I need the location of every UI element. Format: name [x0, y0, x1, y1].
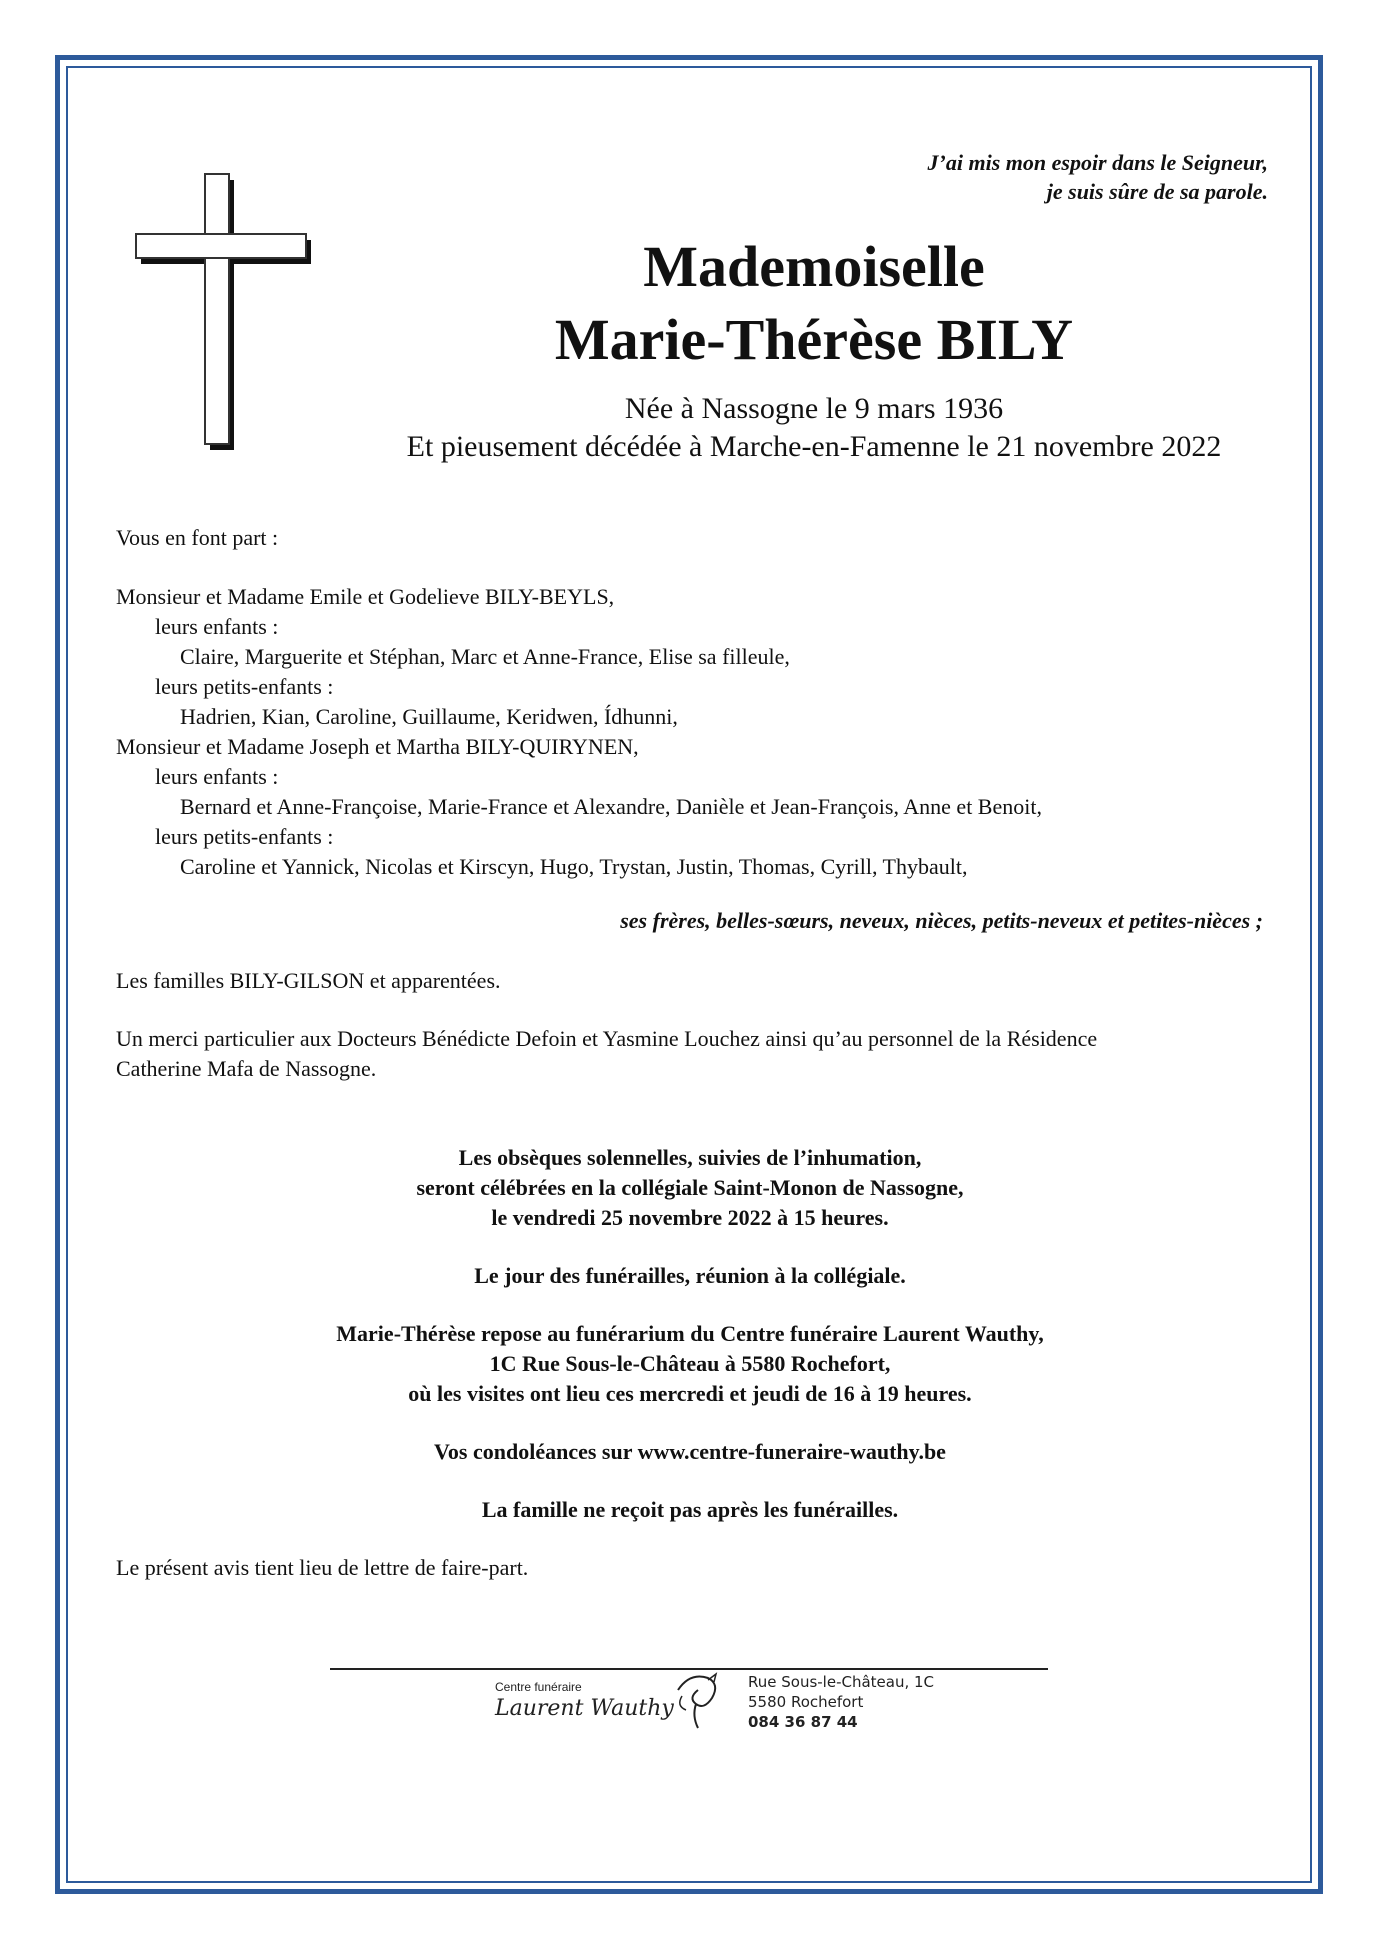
title-honorific: Mademoiselle: [643, 234, 985, 299]
family-item: Claire, Marguerite et Stéphan, Marc et Anne-France, Elise sa filleule,: [180, 644, 790, 669]
relatives-line: ses frères, belles-sœurs, neveux, nièces, petits-neveux et petites-nièces ;: [620, 908, 1263, 933]
rest-line: où les visites ont lieu ces mercredi et jeudi de 16 à 19 heures.: [408, 1381, 972, 1406]
family-item: Caroline et Yannick, Nicolas et Kirscyn, Hugo, Trystan, Justin, Thomas, Cyrill, Thybault,: [180, 854, 968, 879]
rest-line: 1C Rue Sous-le-Château à 5580 Rochefort,: [489, 1351, 891, 1376]
funeral-line: le vendredi 25 novembre 2022 à 15 heures.: [491, 1205, 889, 1230]
closing-line: Le présent avis tient lieu de lettre de faire-part.: [116, 1555, 529, 1580]
death-line: Et pieusement décédée à Marche-en-Famenne le 21 novembre 2022: [406, 430, 1222, 463]
thanks-line-1: Un merci particulier aux Docteurs Bénédicte Defoin et Yasmine Louchez ainsi qu’au personnel de la Résidence: [116, 1026, 1098, 1051]
lily-logo-icon: [668, 1670, 724, 1730]
logo-small-text: Centre funéraire: [495, 1680, 582, 1694]
epigraph-line-1: J’ai mis mon espoir dans le Seigneur,: [927, 150, 1268, 175]
epigraph: [928, 148, 1268, 206]
families-line: Les familles BILY-GILSON et apparentées.: [116, 968, 501, 993]
address-phone: 084 36 87 44: [748, 1713, 858, 1731]
funeral-home-address: [748, 1672, 934, 1732]
rest-line: Marie-Thérèse repose au funérarium du Centre funéraire Laurent Wauthy,: [336, 1321, 1044, 1346]
deceased-name: Marie-Thérèse BILY: [554, 307, 1074, 372]
family-item: leurs petits-enfants :: [155, 824, 334, 849]
funeral-line: Les obsèques solennelles, suivies de l’inhumation,: [458, 1145, 922, 1170]
thanks-line-2: Catherine Mafa de Nassogne.: [116, 1056, 377, 1081]
no-reception-line: La famille ne reçoit pas après les funérailles.: [481, 1497, 899, 1522]
intro-text: Vous en font part :: [116, 525, 279, 550]
family-item: leurs enfants :: [155, 764, 279, 789]
family-item: Monsieur et Madame Joseph et Martha BILY-QUIRYNEN,: [116, 734, 639, 759]
epigraph-line-2: je suis sûre de sa parole.: [1046, 179, 1268, 204]
meeting-line: Le jour des funérailles, réunion à la collégiale.: [474, 1263, 906, 1288]
funeral-info: [116, 1143, 1264, 1233]
address-city: 5580 Rochefort: [748, 1693, 864, 1711]
family-item: Monsieur et Madame Emile et Godelieve BILY-BEYLS,: [116, 584, 615, 609]
family-item: leurs petits-enfants :: [155, 674, 334, 699]
family-item: Hadrien, Kian, Caroline, Guillaume, Keridwen, Ídhunni,: [180, 704, 678, 729]
funeral-home-logo: [495, 1680, 674, 1721]
funeral-line: seront célébrées en la collégiale Saint-Monon de Nassogne,: [416, 1175, 964, 1200]
logo-script-text: Laurent Wauthy: [495, 1696, 674, 1721]
condolences-line: Vos condoléances sur www.centre-funeraire-wauthy.be: [434, 1439, 946, 1464]
birth-line: Née à Nassogne le 9 mars 1936: [624, 392, 1004, 425]
family-item: leurs enfants :: [155, 614, 279, 639]
family-item: Bernard et Anne-Françoise, Marie-France et Alexandre, Danièle et Jean-François, Anne et Benoit,: [180, 794, 1042, 819]
cross-icon: [133, 172, 313, 452]
rest-info: [116, 1319, 1264, 1409]
address-street: Rue Sous-le-Château, 1C: [748, 1673, 935, 1691]
